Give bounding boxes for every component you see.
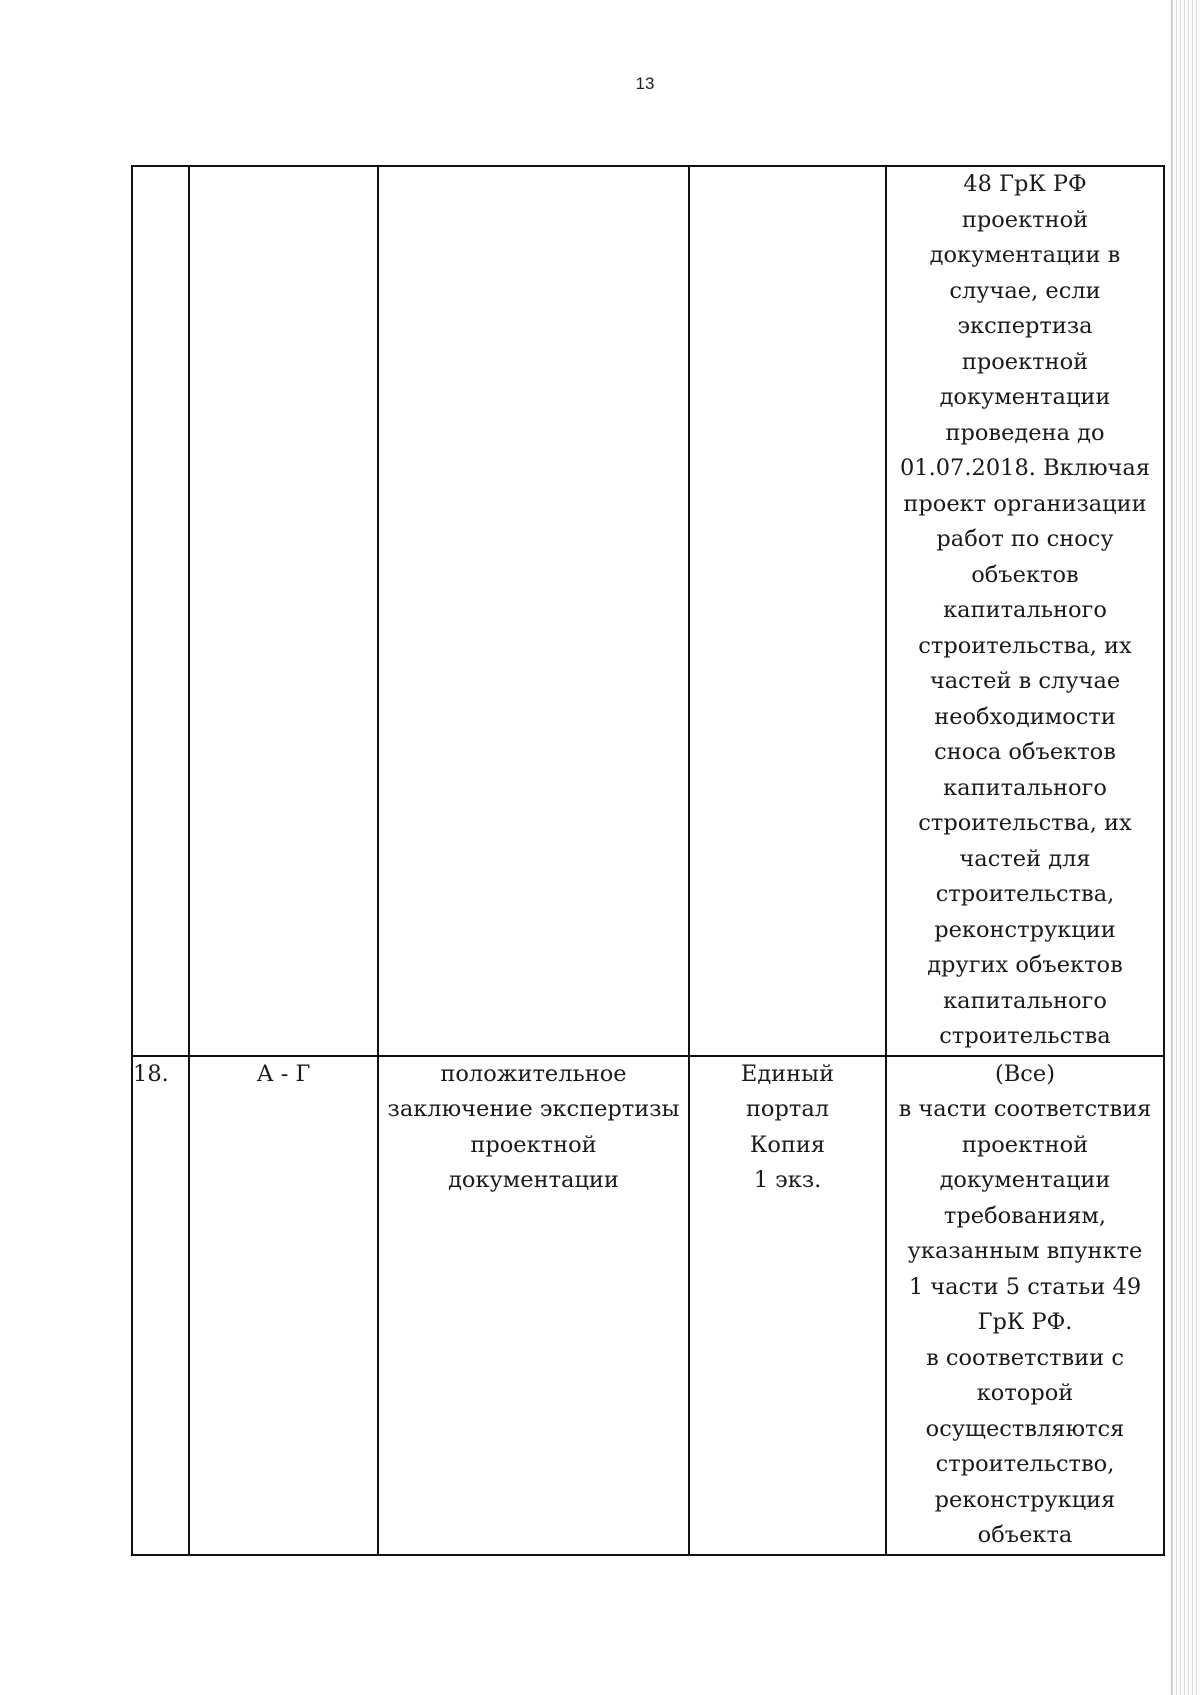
note-line: реконструкции: [934, 916, 1116, 943]
note-line: строительства: [939, 1023, 1111, 1049]
form-line: Единый: [740, 1060, 835, 1087]
note-line: проведена до: [945, 419, 1105, 446]
note-line: строительства, их: [918, 632, 1132, 659]
note-line: реконструкция: [934, 1486, 1116, 1513]
note-line: объекта: [977, 1522, 1073, 1548]
note-line: частей для: [959, 845, 1091, 872]
note-line: капитального: [943, 987, 1107, 1014]
requirements-table: [131, 165, 1165, 1556]
note-line: случае, если: [949, 277, 1101, 304]
note-line: 48 ГрК РФ: [963, 171, 1087, 197]
note-line: строительства, их: [918, 810, 1132, 836]
note-line: 1 части 5 статьи 49: [908, 1273, 1142, 1300]
form-line: Копия: [749, 1131, 826, 1158]
note-line: осуществляются: [925, 1415, 1125, 1442]
cell-number: [132, 166, 189, 1056]
cell-document: [378, 166, 689, 1056]
note-line: которой: [976, 1380, 1074, 1406]
cell-form: [689, 166, 886, 1056]
note-line: строительство,: [935, 1451, 1115, 1477]
form-line: портал: [745, 1096, 830, 1122]
note-line: указанным впункте: [907, 1238, 1143, 1264]
cell-form: [689, 1056, 886, 1555]
note-line: проектной: [961, 206, 1089, 233]
document-line: проектной: [470, 1131, 597, 1158]
document-line: документации: [448, 1167, 619, 1193]
note-line: строительства,: [935, 881, 1115, 907]
note-line: требованиям,: [943, 1202, 1107, 1229]
cell-note: [886, 166, 1164, 1056]
note-line: ГрК РФ.: [977, 1309, 1073, 1335]
note-line: экспертиза: [957, 313, 1093, 339]
note-line: в соответствии с: [926, 1344, 1124, 1371]
note-line: документации в: [929, 242, 1121, 268]
note-line: частей в случае: [929, 668, 1121, 694]
note-line: капитального: [943, 774, 1107, 801]
cell-number: 18.: [132, 1056, 189, 1555]
note-line: сноса объектов: [934, 739, 1116, 765]
document-line: положительное: [440, 1060, 627, 1087]
note-line: документации: [939, 384, 1111, 410]
cell-category: А - Г: [189, 1056, 378, 1555]
note-line: проект организации: [903, 490, 1147, 517]
note-line: в части соответствия: [898, 1096, 1152, 1122]
note-line: других объектов: [927, 952, 1123, 978]
page-number: 13: [635, 74, 655, 93]
cell-note: [886, 1056, 1164, 1555]
note-line: необходимости: [934, 703, 1116, 730]
note-line: капитального: [943, 597, 1107, 623]
cell-category: [189, 166, 378, 1056]
note-line: 01.07.2018. Включая: [899, 455, 1151, 481]
note-line: работ по сносу: [936, 526, 1114, 552]
cell-document: [378, 1056, 689, 1555]
table-row-continuation: [132, 166, 1164, 1056]
note-line: объектов: [971, 561, 1079, 588]
document-line: заключение экспертизы: [387, 1096, 680, 1122]
note-line: проектной: [961, 348, 1089, 375]
form-line: 1 экз.: [753, 1167, 822, 1193]
table-row-18: [132, 1056, 1164, 1555]
note-line: (Все): [994, 1060, 1055, 1087]
note-line: документации: [939, 1167, 1111, 1193]
scan-edge-stripe: [1171, 0, 1200, 1695]
note-line: проектной: [961, 1131, 1089, 1158]
